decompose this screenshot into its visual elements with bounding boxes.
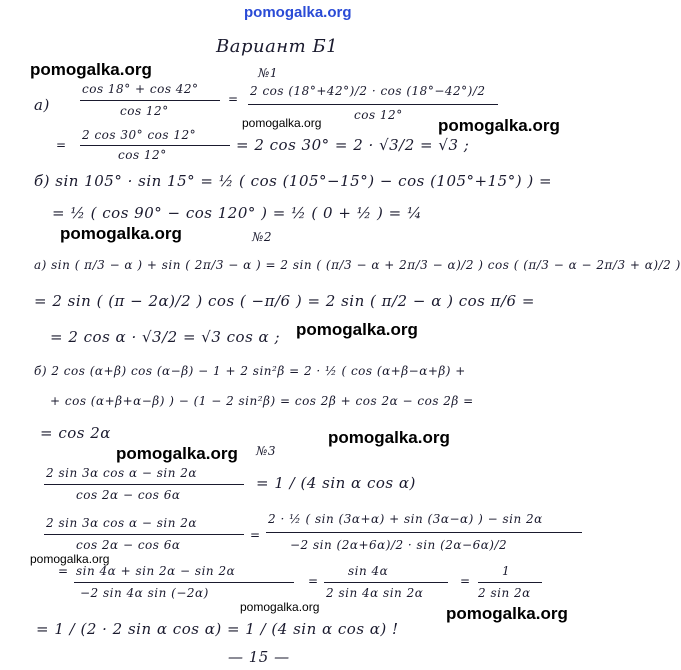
expression-line: = 2 cos 30° = 2 · √3/2 = √3 ; [236,136,470,154]
expression-line: = 1 / (4 sin α cos α) [256,474,416,492]
fraction-numerator: 2 cos (18°+42°)/2 · cos (18°−42°)/2 [250,84,486,98]
watermark: pomogalka.org [30,60,152,79]
expression-line: = 1 / (2 · 2 sin α cos α) = 1 / (4 sin α cos α) ! [36,620,399,638]
problem-number: №1 [258,66,278,80]
watermark: pomogalka.org [116,444,238,463]
fraction-bar [80,145,230,146]
fraction-bar [248,104,498,105]
fraction-numerator: 2 cos 30° cos 12° [82,128,197,142]
fraction-bar [44,534,244,535]
fraction-numerator: 2 sin 3α cos α − sin 2α [46,466,198,480]
fraction-bar [324,582,448,583]
expression-line: б) sin 105° · sin 15° = ½ ( cos (105°−15°) − cos (105°+15°) ) = [34,172,553,190]
equals-sign: = [228,92,239,106]
equals-sign: = [308,574,319,588]
page-number: — 15 — [228,648,290,666]
fraction-numerator: 2 · ½ ( sin (3α+α) + sin (3α−α) ) − sin 2α [268,512,543,526]
fraction-bar [44,484,244,485]
fraction-denominator: cos 12° [118,148,167,162]
problem-number: №3 [256,444,276,458]
expression-line: = ½ ( cos 90° − cos 120° ) = ½ ( 0 + ½ ) = ¼ [52,204,422,222]
fraction-bar [266,532,582,533]
fraction-bar [478,582,542,583]
fraction-numerator: 2 sin 3α cos α − sin 2α [46,516,198,530]
fraction-denominator: cos 2α − cos 6α [76,538,181,552]
problem-number: №2 [252,230,272,244]
expression-line: б) 2 cos (α+β) cos (α−β) − 1 + 2 sin²β = 2 · ½ ( cos (α+β−α+β) + [34,364,466,378]
watermark: pomogalka.org [60,224,182,243]
fraction-numerator: cos 18° + cos 42° [82,82,199,96]
equals-sign: = [250,528,261,542]
fraction-bar [74,582,294,583]
part-label: а) [34,96,50,114]
fraction-denominator: 2 sin 4α sin 2α [326,586,424,600]
watermark-small: pomogalka.org [242,116,322,130]
fraction-denominator: cos 12° [120,104,169,118]
fraction-numerator: sin 4α [348,564,389,578]
equals-sign: = [56,138,67,152]
watermark: pomogalka.org [296,320,418,339]
expression-line: = cos 2α [40,424,111,442]
watermark: pomogalka.org [328,428,450,447]
equals-sign: = [58,564,69,578]
watermark: pomogalka.org [438,116,560,135]
watermark: pomogalka.org [446,604,568,623]
fraction-denominator: −2 sin 4α sin (−2α) [80,586,209,600]
watermark-top: pomogalka.org [244,4,352,21]
expression-line: = 2 sin ( (π − 2α)/2 ) cos ( −π/6 ) = 2 sin ( π/2 − α ) cos π/6 = [34,292,535,310]
expression-line: а) sin ( π/3 − α ) + sin ( 2π/3 − α ) = 2 sin ( (π/3 − α + 2π/3 − α)/2 ) cos ( (π/3 − α − 2π/3 + α)/2 ) [34,258,681,272]
expression-line: + cos (α+β+α−β) ) − (1 − 2 sin²β) = cos 2β + cos 2α − cos 2β = [50,394,474,408]
fraction-denominator: −2 sin (2α+6α)/2 · sin (2α−6α)/2 [290,538,508,552]
fraction-denominator: cos 2α − cos 6α [76,488,181,502]
expression-line: = 2 cos α · √3/2 = √3 cos α ; [50,328,281,346]
watermark-small: pomogalka.org [30,552,110,566]
fraction-bar [80,100,220,101]
fraction-denominator: cos 12° [354,108,403,122]
fraction-denominator: 2 sin 2α [478,586,531,600]
fraction-numerator: sin 4α + sin 2α − sin 2α [76,564,236,578]
page-title: Вариант Б1 [216,36,339,57]
watermark-small: pomogalka.org [240,600,320,614]
fraction-numerator: 1 [502,564,511,578]
equals-sign: = [460,574,471,588]
